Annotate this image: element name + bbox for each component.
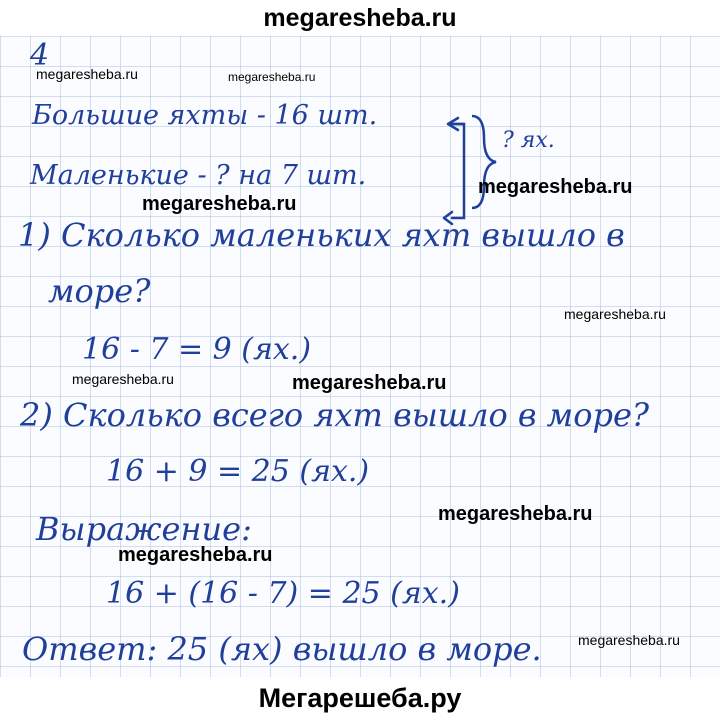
notebook-paper: [0, 36, 720, 677]
step2-question: 2) Сколько всего яхт вышло в море?: [20, 396, 650, 434]
footer-bar: [0, 677, 720, 719]
watermark: megaresheba.ru: [438, 503, 593, 525]
answer-line: Ответ: 25 (ях) вышло в море.: [22, 630, 542, 668]
watermark: megaresheba.ru: [118, 544, 273, 566]
step1-question-a: 1) Сколько маленьких яхт вышло в: [18, 216, 625, 254]
watermark: megaresheba.ru: [36, 66, 138, 82]
full-expression: 16 + (16 - 7) = 25 (ях.): [106, 576, 460, 611]
condition-line-1: Большие яхты - 16 шт.: [32, 100, 378, 131]
watermark: megaresheba.ru: [564, 306, 666, 322]
header-bar: [0, 0, 720, 36]
watermark: megaresheba.ru: [142, 193, 297, 215]
watermark: megaresheba.ru: [478, 176, 633, 198]
expression-heading: Выражение:: [36, 510, 252, 548]
site-title-bottom[interactable]: Мегарешеба.ру: [258, 683, 462, 713]
watermark: megaresheba.ru: [228, 70, 316, 84]
watermark: megaresheba.ru: [578, 632, 680, 648]
watermark: megaresheba.ru: [292, 372, 447, 394]
step1-question-b: море?: [48, 272, 151, 310]
bracket-arrows-icon: [412, 108, 502, 228]
question-label: ? ях.: [502, 128, 555, 153]
site-title-top[interactable]: megaresheba.ru: [263, 4, 457, 32]
task-number: 4: [30, 38, 50, 73]
step1-expression: 16 - 7 = 9 (ях.): [82, 332, 312, 367]
watermark: megaresheba.ru: [72, 371, 174, 387]
condition-line-2: Маленькие - ? на 7 шт.: [30, 160, 367, 191]
step2-expression: 16 + 9 = 25 (ях.): [106, 454, 370, 489]
